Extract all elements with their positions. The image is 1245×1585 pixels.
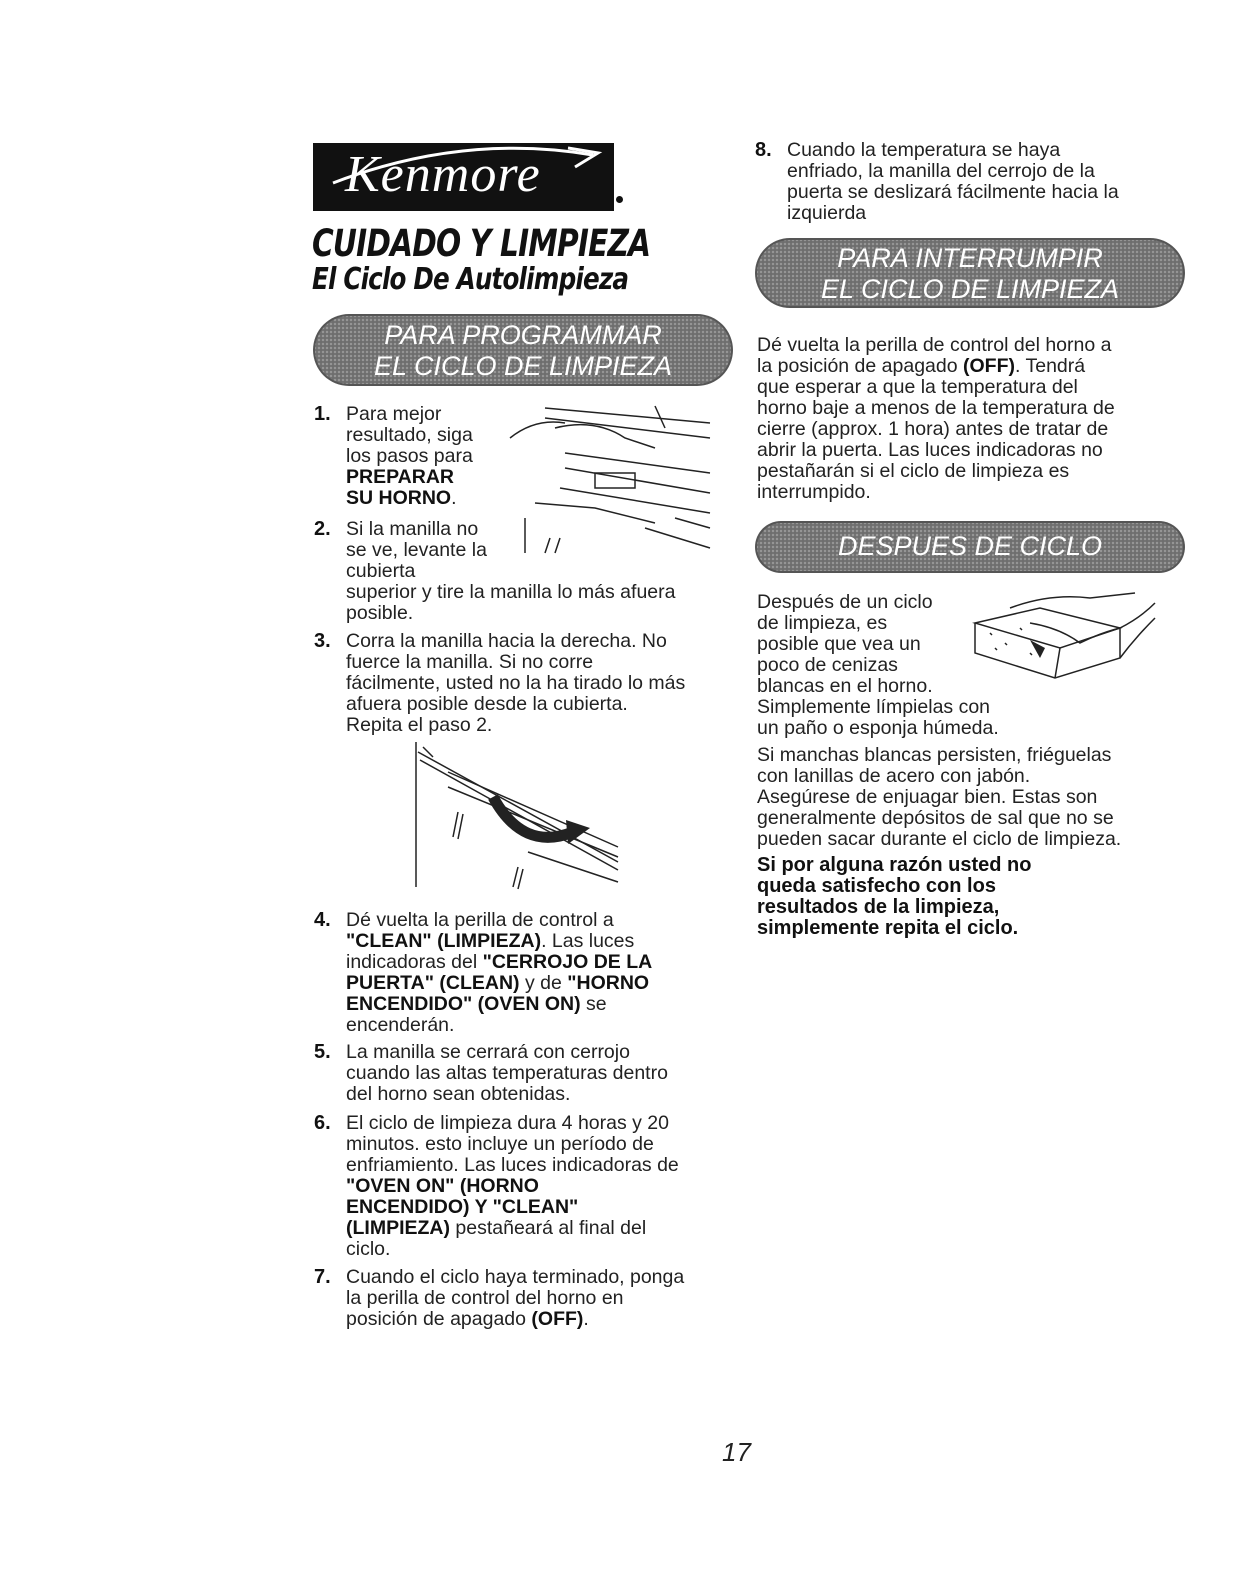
step-text: La manilla se cerrará con cerrojo	[346, 1041, 630, 1063]
para-text: interrumpido.	[757, 481, 871, 503]
step-text: .	[583, 1308, 589, 1330]
step-number: 2.	[314, 518, 331, 540]
banner-line: PARA PROGRAMMAR	[384, 320, 662, 350]
step-text: la perilla de control del horno en	[346, 1287, 624, 1309]
step-text: Repita el paso 2.	[346, 714, 493, 736]
step-text: ciclo.	[346, 1238, 391, 1260]
step-text: superior y tire la manilla lo más afuera	[346, 581, 676, 603]
logo-dot	[616, 196, 623, 203]
step-bold: "CLEAN" (LIMPIEZA)	[346, 930, 542, 952]
banner-line: PARA INTERRUMPIR	[837, 243, 1103, 273]
para-text: pestañarán si el ciclo de limpieza es	[757, 460, 1070, 482]
step-number: 6.	[314, 1112, 331, 1134]
step-text: resultado, siga	[346, 424, 473, 446]
step-text: afuera posible desde la cubierta.	[346, 693, 628, 715]
logo-wordmark: Kenmore	[345, 146, 541, 203]
banner-interrupt-cycle	[755, 238, 1185, 308]
step-bold: ENCENDIDO" (OVEN ON)	[346, 993, 581, 1015]
para-text: . Tendrá	[1014, 355, 1086, 377]
para-text: con lanillas de acero con jabón.	[757, 765, 1031, 787]
para-bold: simplemente repita el ciclo.	[757, 917, 1019, 939]
step-bold: ENCENDIDO) Y "CLEAN"	[346, 1196, 579, 1218]
step-number: 1.	[314, 403, 331, 425]
para-text: Después de un ciclo	[757, 591, 933, 613]
after-paragraph-2	[757, 745, 1121, 850]
step-text: Si la manilla no	[346, 518, 479, 540]
step-text: indicadoras del	[346, 951, 483, 973]
step-bold: "HORNO	[567, 972, 650, 994]
para-text: cierre (approx. 1 hora) antes de tratar de	[757, 418, 1109, 440]
after-paragraph-1	[757, 592, 999, 739]
page-title: CUIDADO Y LIMPIEZA	[312, 222, 651, 265]
para-bold: (OFF)	[963, 355, 1015, 377]
para-bold: Si por alguna razón usted no	[757, 854, 1032, 876]
para-text: un paño o esponja húmeda.	[757, 717, 999, 739]
page-subtitle: El Ciclo De Autolimpieza	[312, 262, 629, 297]
para-bold: queda satisfecho con los	[757, 875, 996, 897]
step-text: se ve, levante la	[346, 539, 487, 561]
step-number: 7.	[314, 1266, 331, 1288]
para-text: la posición de apagado	[757, 355, 963, 377]
step-text: del horno sean obtenidas.	[346, 1083, 571, 1105]
step-text: izquierda	[787, 202, 867, 224]
step-text: Cuando el ciclo haya terminado, ponga	[346, 1266, 685, 1288]
para-text: Asegúrese de enjuagar bien. Estas son	[757, 786, 1098, 808]
step-text: se	[580, 993, 607, 1015]
step-bold: PUERTA" (CLEAN)	[346, 972, 520, 994]
step-text: posición de apagado	[346, 1308, 532, 1330]
step-text: fuerce la manilla. Si no corre	[346, 651, 594, 673]
step-text: enfriado, la manilla del cerrojo de la	[787, 160, 1095, 182]
step-text: los pasos para	[346, 445, 473, 467]
para-bold: resultados de la limpieza,	[757, 896, 1000, 918]
step-text: Corra la manilla hacia la derecha. No	[346, 630, 667, 652]
banner-line: EL CICLO DE LIMPIEZA	[373, 351, 673, 381]
step-text: .	[451, 487, 457, 509]
step-bold: "OVEN ON" (HORNO	[346, 1175, 539, 1197]
step-bold: (OFF)	[531, 1308, 584, 1330]
step-bold: SU HORNO	[346, 487, 452, 509]
banner-line: EL CICLO DE LIMPIEZA	[820, 274, 1120, 304]
step-text: Para mejor	[346, 403, 442, 425]
step-bold: PREPARAR	[346, 466, 454, 488]
para-text: de limpieza, es	[757, 612, 888, 634]
step-text: cubierta	[346, 560, 416, 582]
para-text: Simplemente límpielas con	[757, 696, 991, 718]
para-text: poco de cenizas	[757, 654, 898, 676]
after-paragraph-3	[757, 855, 1031, 939]
kenmore-logo	[313, 143, 614, 211]
page-number: 17	[722, 1437, 751, 1467]
para-text: posible que vea un	[757, 633, 921, 655]
para-text: blancas en el horno.	[757, 675, 933, 697]
step-text: minutos. esto incluye un período de	[346, 1133, 654, 1155]
step-text: . Las luces	[541, 930, 635, 952]
step-text: encenderán.	[346, 1014, 455, 1036]
step-number: 5.	[314, 1041, 331, 1063]
step-text: fácilmente, usted no la ha tirado lo más	[346, 672, 686, 694]
step-text: El ciclo de limpieza dura 4 horas y 20	[346, 1112, 669, 1134]
step-number: 8.	[755, 139, 772, 161]
step-bold: "CERROJO DE LA	[482, 951, 653, 973]
step-text: posible.	[346, 602, 414, 624]
para-text: abrir la puerta. Las luces indicadoras no	[757, 439, 1103, 461]
step-text: Dé vuelta la perilla de control a	[346, 909, 614, 931]
step-text: Cuando la temperatura se haya	[787, 139, 1061, 161]
banner-after-cycle	[755, 521, 1185, 573]
para-text: Dé vuelta la perilla de control del horno a	[757, 334, 1112, 356]
para-text: pueden sacar durante el ciclo de limpieza.	[757, 828, 1122, 850]
step-text: y de	[519, 972, 568, 994]
step-text: puerta se deslizará fácilmente hacia la	[787, 181, 1119, 203]
banner-line: DESPUES DE CICLO	[837, 531, 1103, 561]
latch-slide-illustration	[408, 742, 628, 892]
step-bold: (LIMPIEZA)	[346, 1217, 450, 1239]
step-number: 3.	[314, 630, 331, 652]
step-text: cuando las altas temperaturas dentro	[346, 1062, 668, 1084]
step-text: pestañeará al final del	[449, 1217, 647, 1239]
banner-program-cycle	[313, 314, 733, 386]
para-text: que esperar a que la temperatura del	[757, 376, 1078, 398]
para-text: generalmente depósitos de sal que no se	[757, 807, 1114, 829]
para-text: horno baje a menos de la temperatura de	[757, 397, 1115, 419]
step-number: 4.	[314, 909, 331, 931]
para-text: Si manchas blancas persisten, friéguelas	[757, 744, 1112, 766]
step-text: enfriamiento. Las luces indicadoras de	[346, 1154, 679, 1176]
sponge-hand-illustration	[970, 588, 1160, 693]
interrupt-paragraph	[757, 335, 1115, 503]
